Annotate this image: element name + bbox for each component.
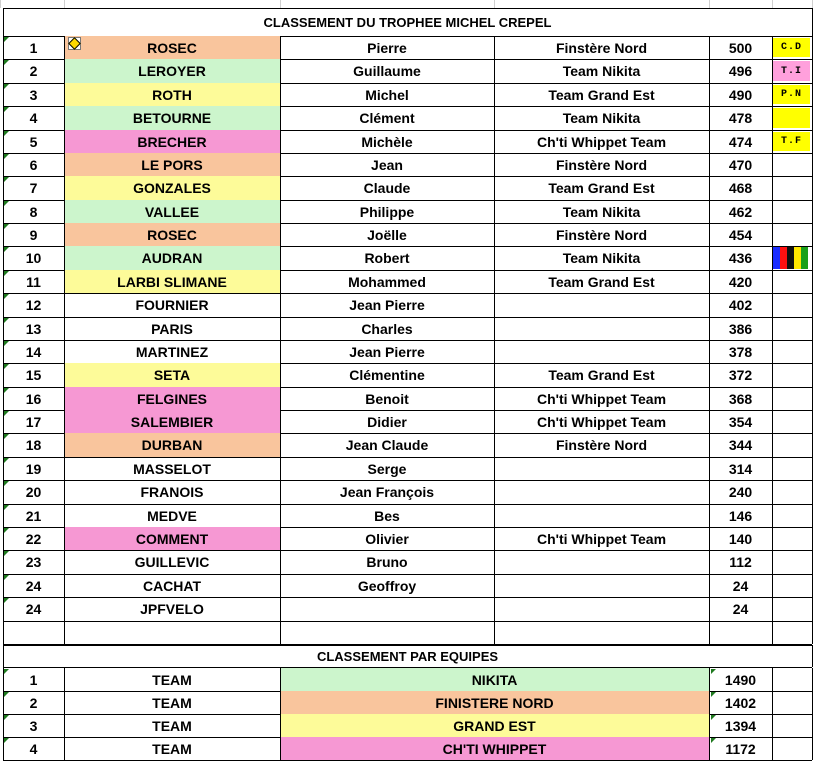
category-tag-cell[interactable] — [772, 340, 812, 363]
points-cell[interactable]: 368 — [728, 390, 753, 407]
category-tag-cell[interactable] — [772, 153, 812, 176]
name-cell[interactable]: COMMENT — [64, 527, 280, 550]
points-cell[interactable]: 140 — [728, 530, 753, 547]
points-cell[interactable]: 454 — [728, 226, 753, 243]
team-name-cell[interactable]: NIKITA — [280, 668, 709, 691]
name-cell[interactable]: MARTINEZ — [135, 343, 209, 360]
rank-cell[interactable]: 24 — [25, 601, 42, 617]
flag-stripe — [780, 247, 787, 269]
category-tag-cell[interactable] — [772, 293, 812, 317]
team-section-title[interactable]: CLASSEMENT PAR EQUIPES — [316, 648, 499, 664]
points-cell[interactable]: 474 — [728, 133, 753, 150]
cell-note-indicator — [4, 60, 9, 65]
row-border — [3, 621, 812, 622]
category-tag-cell[interactable] — [772, 480, 812, 504]
cell-note-indicator — [711, 715, 716, 720]
cell-note-indicator — [4, 458, 9, 463]
firstname-cell[interactable]: Claude — [363, 180, 411, 196]
name-cell[interactable]: LEROYER — [64, 59, 280, 83]
column-border — [280, 668, 281, 760]
points-cell[interactable]: 314 — [728, 460, 753, 477]
firstname-cell[interactable]: Olivier — [365, 530, 409, 547]
cell-note-indicator — [711, 738, 716, 743]
firstname-cell[interactable] — [280, 597, 494, 621]
team-name-cell[interactable]: CH'TI WHIPPET — [280, 737, 709, 760]
cell-note-indicator — [4, 201, 9, 206]
firstname-cell[interactable]: Serge — [367, 460, 407, 477]
category-tag-cell[interactable] — [773, 108, 810, 128]
points-cell[interactable]: 24 — [732, 577, 749, 594]
team-name-cell[interactable]: GRAND EST — [280, 714, 709, 737]
name-cell[interactable]: AUDRAN — [64, 246, 280, 270]
cell-note-indicator — [4, 318, 9, 323]
rank-cell[interactable]: 18 — [25, 437, 42, 453]
cell-note-indicator — [4, 107, 9, 112]
column-border — [3, 668, 4, 760]
team-extra-cell[interactable] — [772, 668, 812, 691]
points-cell[interactable]: 354 — [728, 413, 753, 430]
rank-cell[interactable]: 9 — [29, 226, 38, 243]
team-cell[interactable] — [494, 574, 709, 597]
cell-note-indicator — [4, 154, 9, 159]
column-border — [709, 36, 710, 644]
firstname-cell[interactable]: Mohammed — [348, 273, 426, 290]
name-cell[interactable]: MEDVE — [147, 507, 197, 524]
rank-cell[interactable]: 23 — [25, 554, 42, 570]
cell-note-indicator — [711, 692, 716, 697]
team-cell[interactable]: Finstère Nord — [555, 437, 647, 453]
name-cell[interactable]: LE PORS — [64, 153, 280, 176]
firstname-cell[interactable]: Michèle — [361, 133, 413, 150]
team-cell[interactable] — [494, 480, 709, 504]
column-edge — [0, 0, 1, 8]
firstname-cell[interactable]: Jean Claude — [345, 437, 429, 453]
firstname-cell[interactable]: Charles — [361, 320, 413, 337]
name-cell[interactable]: PARIS — [151, 320, 193, 337]
firstname-cell[interactable]: Clémentine — [349, 367, 425, 383]
flag-icon[interactable] — [773, 246, 813, 270]
team-name-cell[interactable]: FINISTERE NORD — [280, 691, 709, 714]
rank-cell[interactable]: 6 — [29, 156, 38, 173]
points-cell[interactable]: 420 — [728, 273, 753, 290]
team-label-cell[interactable]: TEAM — [152, 717, 192, 734]
cell-note-indicator — [4, 505, 9, 510]
column-border — [494, 36, 495, 644]
flag-stripe — [787, 247, 794, 269]
category-tag-cell[interactable] — [772, 574, 812, 597]
points-cell[interactable]: 112 — [729, 554, 752, 570]
cell-note-indicator — [4, 411, 9, 416]
cell-note-indicator — [4, 738, 9, 743]
cell-note-indicator — [4, 341, 9, 346]
team-cell[interactable] — [494, 317, 709, 340]
points-cell[interactable]: 468 — [728, 180, 753, 196]
team-cell[interactable]: Team Grand Est — [548, 367, 655, 383]
cell-note-indicator — [4, 271, 9, 276]
team-label-cell[interactable]: TEAM — [152, 740, 192, 757]
category-tag-cell[interactable] — [772, 387, 812, 410]
warning-icon[interactable] — [68, 37, 81, 50]
points-cell[interactable]: 402 — [728, 297, 753, 313]
team-extra-cell[interactable] — [772, 691, 812, 714]
points-cell[interactable]: 24 — [732, 601, 749, 617]
firstname-cell[interactable]: Didier — [367, 413, 407, 430]
team-cell[interactable] — [494, 550, 709, 574]
rank-cell[interactable]: 24 — [25, 577, 42, 594]
rank-cell[interactable]: 3 — [29, 86, 38, 103]
team-cell[interactable]: Team Grand Est — [548, 86, 655, 103]
points-cell[interactable]: 378 — [728, 343, 753, 360]
category-tag-cell[interactable]: P.N — [773, 85, 810, 104]
cell-note-indicator — [4, 692, 9, 697]
cell-note-indicator — [4, 715, 9, 720]
name-cell[interactable]: BRECHER — [64, 130, 280, 153]
cell-note-indicator — [4, 481, 9, 486]
rank-cell[interactable]: 7 — [29, 180, 38, 196]
points-cell[interactable]: 344 — [728, 437, 753, 453]
team-points-cell[interactable]: 1172 — [725, 740, 756, 757]
team-cell[interactable]: Finstère Nord — [555, 39, 647, 56]
team-cell[interactable] — [494, 457, 709, 480]
firstname-cell[interactable]: Clément — [359, 110, 415, 126]
name-cell[interactable]: ROSEC — [64, 223, 280, 246]
team-cell[interactable]: Ch'ti Whippet Team — [536, 390, 667, 407]
team-cell[interactable]: Team Grand Est — [548, 180, 655, 196]
points-cell[interactable]: 386 — [728, 320, 753, 337]
rank-cell[interactable]: 16 — [25, 390, 42, 407]
rank-cell[interactable]: 15 — [25, 367, 42, 383]
firstname-cell[interactable]: Robert — [364, 250, 410, 266]
cell-note-indicator — [4, 388, 9, 393]
team-cell[interactable]: Ch'ti Whippet Team — [536, 413, 667, 430]
name-cell[interactable]: MASSELOT — [133, 460, 211, 477]
category-tag-cell[interactable] — [772, 550, 812, 574]
flag-stripe — [794, 247, 801, 269]
team-cell[interactable]: Ch'ti Whippet Team — [536, 530, 667, 547]
points-cell[interactable]: 478 — [728, 110, 753, 126]
name-cell[interactable]: GUILLEVIC — [134, 554, 210, 570]
cell-note-indicator — [4, 528, 9, 533]
flag-stripe — [801, 247, 808, 269]
firstname-cell[interactable]: Philippe — [359, 203, 415, 220]
firstname-cell[interactable]: Bes — [374, 507, 400, 524]
firstname-cell[interactable]: Benoit — [365, 390, 409, 407]
rank-cell[interactable]: 11 — [26, 273, 41, 290]
column-border — [280, 36, 281, 644]
category-tag-cell[interactable] — [772, 527, 812, 550]
points-cell[interactable]: 240 — [728, 484, 753, 500]
points-cell[interactable]: 496 — [728, 63, 753, 79]
column-border — [772, 668, 773, 760]
firstname-cell[interactable]: Pierre — [367, 39, 407, 56]
team-rank-cell[interactable]: 3 — [29, 717, 38, 734]
row-border — [3, 760, 812, 761]
cell-note-indicator — [4, 364, 9, 369]
team-cell[interactable] — [494, 340, 709, 363]
category-tag-cell[interactable]: C.D — [773, 38, 810, 57]
name-cell[interactable]: FELGINES — [64, 387, 280, 410]
name-cell[interactable]: SETA — [64, 363, 280, 387]
team-rank-cell[interactable]: 1 — [29, 671, 38, 688]
points-cell[interactable]: 470 — [728, 156, 753, 173]
rank-cell[interactable]: 13 — [25, 320, 42, 337]
points-cell[interactable]: 462 — [728, 203, 753, 220]
column-border — [64, 36, 65, 644]
column-border — [3, 36, 4, 644]
name-cell[interactable]: DURBAN — [64, 433, 280, 457]
column-border — [812, 668, 813, 760]
cell-note-indicator — [4, 84, 9, 89]
team-cell[interactable]: Team Nikita — [562, 110, 641, 126]
page-title[interactable]: CLASSEMENT DU TROPHEE MICHEL CREPEL — [263, 14, 552, 30]
firstname-cell[interactable]: Guillaume — [353, 63, 421, 79]
team-extra-cell[interactable] — [772, 714, 812, 737]
category-tag-cell[interactable] — [772, 504, 812, 527]
cell-note-indicator — [4, 575, 9, 580]
column-border — [709, 668, 710, 760]
name-cell[interactable]: BETOURNE — [64, 106, 280, 130]
team-cell[interactable]: Finstère Nord — [555, 226, 647, 243]
cell-note-indicator — [4, 224, 9, 229]
flag-stripe — [773, 247, 780, 269]
points-cell[interactable]: 146 — [728, 507, 753, 524]
rank-cell[interactable]: 2 — [29, 63, 38, 79]
cell-note-indicator — [4, 551, 9, 556]
firstname-cell[interactable]: Joëlle — [367, 226, 407, 243]
firstname-cell[interactable]: Jean François — [339, 484, 435, 500]
firstname-cell[interactable]: Jean Pierre — [349, 297, 425, 313]
column-border — [64, 668, 65, 760]
category-tag-cell[interactable] — [772, 410, 812, 433]
name-cell[interactable]: LARBI SLIMANE — [64, 270, 280, 293]
name-cell[interactable]: SALEMBIER — [64, 410, 280, 433]
rank-cell[interactable]: 17 — [25, 413, 42, 430]
cell-note-indicator — [4, 131, 9, 136]
column-border — [812, 36, 813, 644]
rank-cell[interactable]: 20 — [25, 484, 42, 500]
firstname-cell[interactable]: Michel — [365, 86, 409, 103]
cell-note-indicator — [4, 434, 9, 439]
team-cell[interactable] — [494, 293, 709, 317]
team-extra-cell[interactable] — [772, 737, 812, 760]
rank-cell[interactable]: 8 — [29, 203, 38, 220]
category-tag-cell[interactable] — [772, 270, 812, 293]
rank-cell[interactable]: 21 — [25, 507, 42, 524]
name-cell[interactable]: ROTH — [64, 83, 280, 106]
team-rank-cell[interactable]: 4 — [29, 740, 38, 757]
category-tag-cell[interactable]: T.F — [773, 132, 810, 151]
cell-note-indicator — [4, 37, 9, 42]
cell-note-indicator — [4, 669, 9, 674]
grid-line — [812, 645, 813, 667]
name-cell[interactable]: FRANOIS — [140, 484, 204, 500]
team-points-cell[interactable]: 1402 — [724, 694, 757, 711]
category-tag-cell[interactable] — [772, 457, 812, 480]
rank-cell[interactable]: 19 — [25, 460, 42, 477]
category-tag-cell[interactable] — [772, 223, 812, 246]
team-points-cell[interactable]: 1394 — [724, 717, 757, 734]
category-tag-cell[interactable] — [772, 317, 812, 340]
team-cell[interactable]: Team Nikita — [562, 63, 641, 79]
team-label-cell[interactable]: TEAM — [152, 694, 192, 711]
name-cell[interactable]: JPFVELO — [140, 601, 204, 617]
rank-cell[interactable]: 1 — [29, 39, 38, 56]
points-cell[interactable]: 436 — [728, 250, 753, 266]
name-cell[interactable]: GONZALES — [64, 176, 280, 200]
team-cell[interactable]: Team Nikita — [562, 250, 641, 266]
cell-note-indicator — [4, 598, 9, 603]
category-tag-cell[interactable] — [772, 200, 812, 223]
name-cell[interactable]: CACHAT — [142, 577, 202, 594]
cell-note-indicator — [4, 177, 9, 182]
category-tag-cell[interactable] — [772, 363, 812, 387]
rank-cell[interactable]: 5 — [29, 133, 38, 150]
firstname-cell[interactable]: Geoffroy — [357, 577, 417, 594]
rank-cell[interactable]: 4 — [29, 110, 38, 126]
category-tag-cell[interactable] — [772, 597, 812, 621]
team-border-top — [3, 645, 812, 646]
team-cell[interactable]: Ch'ti Whippet Team — [536, 133, 667, 150]
name-cell[interactable]: FOURNIER — [135, 297, 209, 313]
team-cell[interactable]: Team Nikita — [562, 203, 641, 220]
name-cell[interactable]: ROSEC — [64, 36, 280, 59]
cell-note-indicator — [4, 294, 9, 299]
team-label-cell[interactable]: TEAM — [152, 671, 192, 688]
team-rank-cell[interactable]: 2 — [29, 694, 38, 711]
rank-cell[interactable]: 14 — [25, 343, 42, 360]
team-cell[interactable] — [494, 597, 709, 621]
cell-note-indicator — [711, 669, 716, 674]
rank-cell[interactable]: 10 — [25, 250, 42, 266]
team-cell[interactable]: Finstère Nord — [555, 156, 647, 173]
points-cell[interactable]: 372 — [728, 367, 753, 383]
column-border — [772, 36, 773, 644]
warning-icon-diamond — [68, 37, 81, 50]
name-cell[interactable]: VALLEE — [64, 200, 280, 223]
firstname-cell[interactable]: Jean — [371, 156, 403, 173]
rank-cell[interactable]: 12 — [25, 297, 42, 313]
cell-note-indicator — [4, 247, 9, 252]
team-points-cell[interactable]: 1490 — [724, 671, 757, 688]
team-cell[interactable]: Team Grand Est — [548, 273, 655, 290]
points-cell[interactable]: 500 — [728, 39, 753, 56]
grid-line — [3, 645, 4, 667]
rank-cell[interactable]: 22 — [25, 530, 42, 547]
category-tag-cell[interactable] — [772, 433, 812, 457]
border-right — [812, 8, 813, 36]
category-tag-cell[interactable]: T.I — [773, 61, 810, 81]
points-cell[interactable]: 490 — [728, 86, 753, 103]
border-top — [3, 8, 812, 9]
category-tag-cell[interactable] — [772, 176, 812, 200]
team-cell[interactable] — [494, 504, 709, 527]
border-left — [3, 8, 4, 36]
firstname-cell[interactable]: Bruno — [366, 554, 408, 570]
firstname-cell[interactable]: Jean Pierre — [349, 343, 425, 360]
